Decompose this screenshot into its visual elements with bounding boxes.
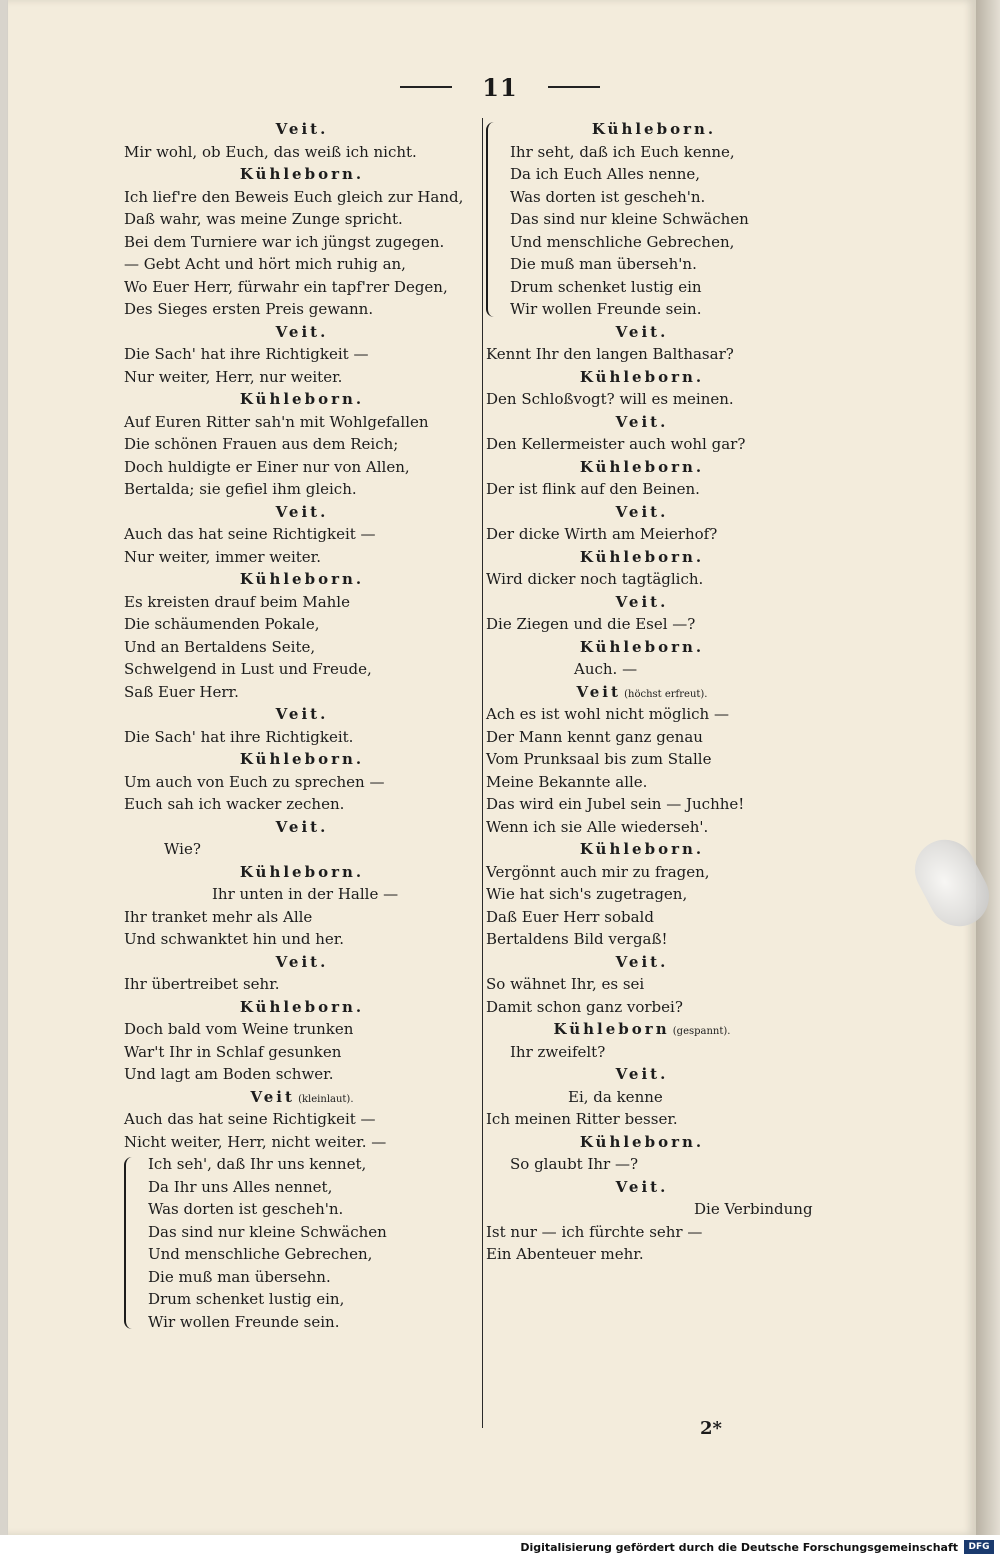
verse-line: Daß Euer Herr sobald — [486, 907, 654, 926]
speaker-name — [124, 703, 480, 726]
brace-bracket — [124, 1157, 134, 1329]
verse-line: Wie? — [164, 840, 201, 858]
page-edge — [976, 0, 1000, 1535]
speaker-label: Veit. — [275, 817, 329, 836]
verse-line: Wir wollen Freunde sein. — [510, 300, 702, 318]
verse-line: Der Mann kennt ganz genau — [486, 727, 703, 746]
speaker-name — [124, 951, 480, 974]
speaker-label: Kühleborn. — [239, 165, 365, 183]
speaker-label: Kühleborn. — [239, 862, 365, 881]
verse-line: — Gebt Acht und hört mich ruhig an, — [124, 255, 406, 273]
verse-line: Damit schon ganz vorbei? — [486, 997, 683, 1016]
verse-line: Ihr seht, daß ich Euch kenne, — [510, 142, 735, 161]
verse-line: Des Sieges ersten Preis gewann. — [124, 300, 374, 318]
verse-line: Und menschliche Gebrechen, — [510, 232, 735, 251]
speaker-name — [486, 366, 798, 389]
verse-line: Nur weiter, Herr, nur weiter. — [124, 367, 343, 386]
speaker-label: Veit. — [615, 502, 669, 521]
speaker-label: Veit — [250, 1087, 295, 1106]
verse-line: Die schönen Frauen aus dem Reich; — [124, 435, 399, 453]
speaker-name — [486, 321, 798, 344]
speaker-label: Kühleborn. — [579, 840, 705, 858]
verse-line: Die Sach' hat ihre Richtigkeit — — [124, 345, 369, 363]
speaker-name — [124, 816, 480, 839]
speaker-label: Kühleborn. — [239, 390, 365, 408]
right-column — [486, 118, 813, 1266]
speaker-label: Kühleborn. — [239, 570, 365, 588]
verse-line: Da Ihr uns Alles nennet, — [148, 1177, 333, 1196]
speaker-name — [486, 546, 798, 569]
speaker-name — [124, 163, 480, 186]
speaker-name — [486, 951, 798, 974]
verse-line: Daß wahr, was meine Zunge spricht. — [124, 210, 403, 228]
verse-line: Da ich Euch Alles nenne, — [510, 165, 701, 183]
stage-direction: (kleinlaut). — [294, 1093, 354, 1105]
verse-line: Wo Euer Herr, fürwahr ein tapf'rer Degen, — [124, 277, 448, 296]
verse-line: Den Kellermeister auch wohl gar? — [486, 435, 746, 453]
speaker-name — [124, 501, 480, 524]
stage-direction: (höchst erfreut). — [620, 688, 708, 700]
verse-line: Das sind nur kleine Schwächen — [510, 210, 749, 228]
verse-line: Ich meinen Ritter besser. — [486, 1110, 678, 1128]
verse-line: Ihr zweifelt? — [510, 1042, 606, 1061]
footer-text: Digitalisierung gefördert durch die Deutsche Forschungsgemeinschaft — [520, 1541, 958, 1554]
speaker-name — [124, 568, 480, 591]
verse-line: Vergönnt auch mir zu fragen, — [486, 862, 710, 881]
verse-line: Um auch von Euch zu sprechen — — [124, 772, 385, 791]
verse-line: Nur weiter, immer weiter. — [124, 547, 321, 566]
verse-line: War't Ihr in Schlaf gesunken — [124, 1042, 342, 1061]
verse-line: Auf Euren Ritter sah'n mit Wohlgefallen — [124, 412, 429, 431]
speaker-label: Kühleborn. — [239, 750, 365, 768]
verse-line: So wähnet Ihr, es sei — [486, 975, 645, 993]
speaker-name — [124, 1086, 480, 1109]
verse-line: Und an Bertaldens Seite, — [124, 637, 316, 656]
speaker-label: Kühleborn — [553, 1020, 670, 1038]
verse-line: Die muß man übersehn. — [148, 1267, 331, 1286]
speaker-name — [486, 1176, 798, 1199]
speaker-label: Veit. — [275, 502, 329, 521]
verse-line: So glaubt Ihr —? — [510, 1155, 639, 1173]
verse-line: Ihr tranket mehr als Alle — [124, 907, 313, 926]
verse-line: Euch sah ich wacker zechen. — [124, 795, 345, 813]
verse-line: Wie hat sich's zugetragen, — [486, 885, 688, 903]
speaker-label: Kühleborn. — [579, 367, 705, 386]
signature-mark: 2* — [700, 1418, 722, 1439]
verse-line: Nicht weiter, Herr, nicht weiter. — — [124, 1132, 387, 1151]
verse-line: Doch bald vom Weine trunken — [124, 1020, 354, 1038]
verse-line: Der dicke Wirth am Meierhof? — [486, 525, 718, 543]
dfg-logo: DFG — [964, 1540, 994, 1554]
verse-line: Wenn ich sie Alle wiederseh'. — [486, 817, 709, 836]
speaker-name — [124, 118, 480, 141]
braced-chorus — [486, 118, 798, 321]
verse-line: Es kreisten drauf beim Mahle — [124, 592, 350, 611]
speaker-name — [486, 681, 798, 704]
speaker-label: Veit. — [615, 952, 669, 971]
speaker-label: Kühleborn. — [239, 997, 365, 1016]
verse-line: Auch das hat seine Richtigkeit — — [124, 1110, 376, 1128]
braced-chorus — [124, 1153, 480, 1333]
speaker-label: Veit. — [615, 412, 669, 431]
speaker-name — [486, 1131, 798, 1154]
verse-line: Ach es ist wohl nicht möglich — — [486, 705, 729, 723]
speaker-label: Veit. — [275, 120, 329, 138]
verse-line: Mir wohl, ob Euch, das weiß ich nicht. — [124, 142, 417, 161]
verse-line: Saß Euer Herr. — [124, 682, 239, 701]
verse-line: Und lagt am Boden schwer. — [124, 1065, 334, 1083]
speaker-label: Kühleborn. — [579, 547, 705, 566]
speaker-name — [510, 118, 798, 141]
verse-line: Und schwanktet hin und her. — [124, 930, 345, 948]
speaker-name — [486, 636, 798, 659]
verse-line: Bei dem Turniere war ich jüngst zugegen. — [124, 232, 445, 251]
speaker-name — [486, 1018, 798, 1041]
verse-line: Die Verbindung — [694, 1200, 813, 1218]
header-rule-left — [400, 86, 452, 88]
speaker-label: Kühleborn. — [591, 120, 717, 138]
verse-line: Und menschliche Gebrechen, — [148, 1245, 373, 1263]
speaker-label: Veit. — [615, 322, 669, 341]
speaker-name — [124, 861, 480, 884]
speaker-label: Veit. — [615, 592, 669, 611]
verse-line: Drum schenket lustig ein, — [148, 1290, 345, 1308]
speaker-label: Kühleborn. — [579, 637, 705, 656]
verse-line: Vom Prunksaal bis zum Stalle — [486, 750, 712, 768]
footer-bar — [0, 1535, 1000, 1561]
verse-line: Wird dicker noch tagtäglich. — [486, 570, 704, 588]
page-header — [0, 72, 1000, 102]
column-divider — [482, 118, 483, 1428]
header-rule-right — [548, 86, 600, 88]
speaker-label: Kühleborn. — [579, 457, 705, 476]
speaker-label: Veit. — [615, 1065, 669, 1083]
verse-line: Ein Abenteuer mehr. — [486, 1245, 644, 1263]
speaker-name — [124, 748, 480, 771]
verse-line: Das sind nur kleine Schwächen — [148, 1222, 387, 1241]
verse-line: Ei, da kenne — [568, 1087, 663, 1106]
brace-lines — [124, 1153, 480, 1333]
speaker-name — [486, 838, 798, 861]
speaker-name — [486, 1063, 798, 1086]
speaker-label: Veit. — [615, 1177, 669, 1196]
verse-line: Doch huldigte er Einer nur von Allen, — [124, 457, 410, 476]
verse-line: Meine Bekannte alle. — [486, 772, 648, 791]
verse-line: Die Sach' hat ihre Richtigkeit. — [124, 727, 354, 746]
verse-line: Was dorten ist gescheh'n. — [148, 1200, 344, 1218]
speaker-name — [486, 411, 798, 434]
speaker-name — [124, 321, 480, 344]
speaker-label: Veit — [576, 682, 621, 701]
brace-bracket — [486, 122, 496, 317]
speaker-label: Kühleborn. — [579, 1132, 705, 1151]
speaker-label: Veit. — [275, 322, 329, 341]
page-number: 11 — [482, 72, 518, 102]
speaker-name — [486, 456, 798, 479]
verse-line: Bertaldens Bild vergaß! — [486, 930, 668, 948]
speaker-name — [124, 388, 480, 411]
verse-line: Auch das hat seine Richtigkeit — — [124, 525, 376, 543]
verse-line: Die muß man überseh'n. — [510, 255, 697, 273]
verse-line: Wir wollen Freunde sein. — [148, 1312, 340, 1331]
verse-line: Das wird ein Jubel sein — Juchhe! — [486, 795, 745, 813]
verse-line: Auch. — — [574, 660, 638, 678]
speaker-name — [124, 996, 480, 1019]
verse-line: Der ist flink auf den Beinen. — [486, 480, 700, 498]
speaker-name — [486, 591, 798, 614]
speaker-label: Veit. — [275, 952, 329, 971]
verse-line: Ist nur — ich fürchte sehr — — [486, 1222, 703, 1241]
verse-line: Was dorten ist gescheh'n. — [510, 187, 706, 206]
speaker-label: Veit. — [275, 705, 329, 723]
verse-line: Ihr unten in der Halle — — [212, 885, 399, 903]
stage-direction: (gespannt). — [669, 1026, 731, 1037]
verse-line: Bertalda; sie gefiel ihm gleich. — [124, 480, 357, 498]
verse-line: Kennt Ihr den langen Balthasar? — [486, 345, 734, 363]
left-column — [124, 118, 480, 1333]
verse-line: Ich seh', daß Ihr uns kennet, — [148, 1155, 367, 1173]
brace-lines — [486, 118, 798, 321]
verse-line: Den Schloßvogt? will es meinen. — [486, 390, 734, 408]
speaker-name — [486, 501, 798, 524]
verse-line: Ihr übertreibet sehr. — [124, 975, 280, 993]
verse-line: Die Ziegen und die Esel —? — [486, 615, 696, 633]
verse-line: Drum schenket lustig ein — [510, 277, 702, 296]
verse-line: Schwelgend in Lust und Freude, — [124, 660, 372, 678]
verse-line: Die schäumenden Pokale, — [124, 615, 320, 633]
verse-line: Ich lief're den Beweis Euch gleich zur Hand, — [124, 187, 464, 206]
